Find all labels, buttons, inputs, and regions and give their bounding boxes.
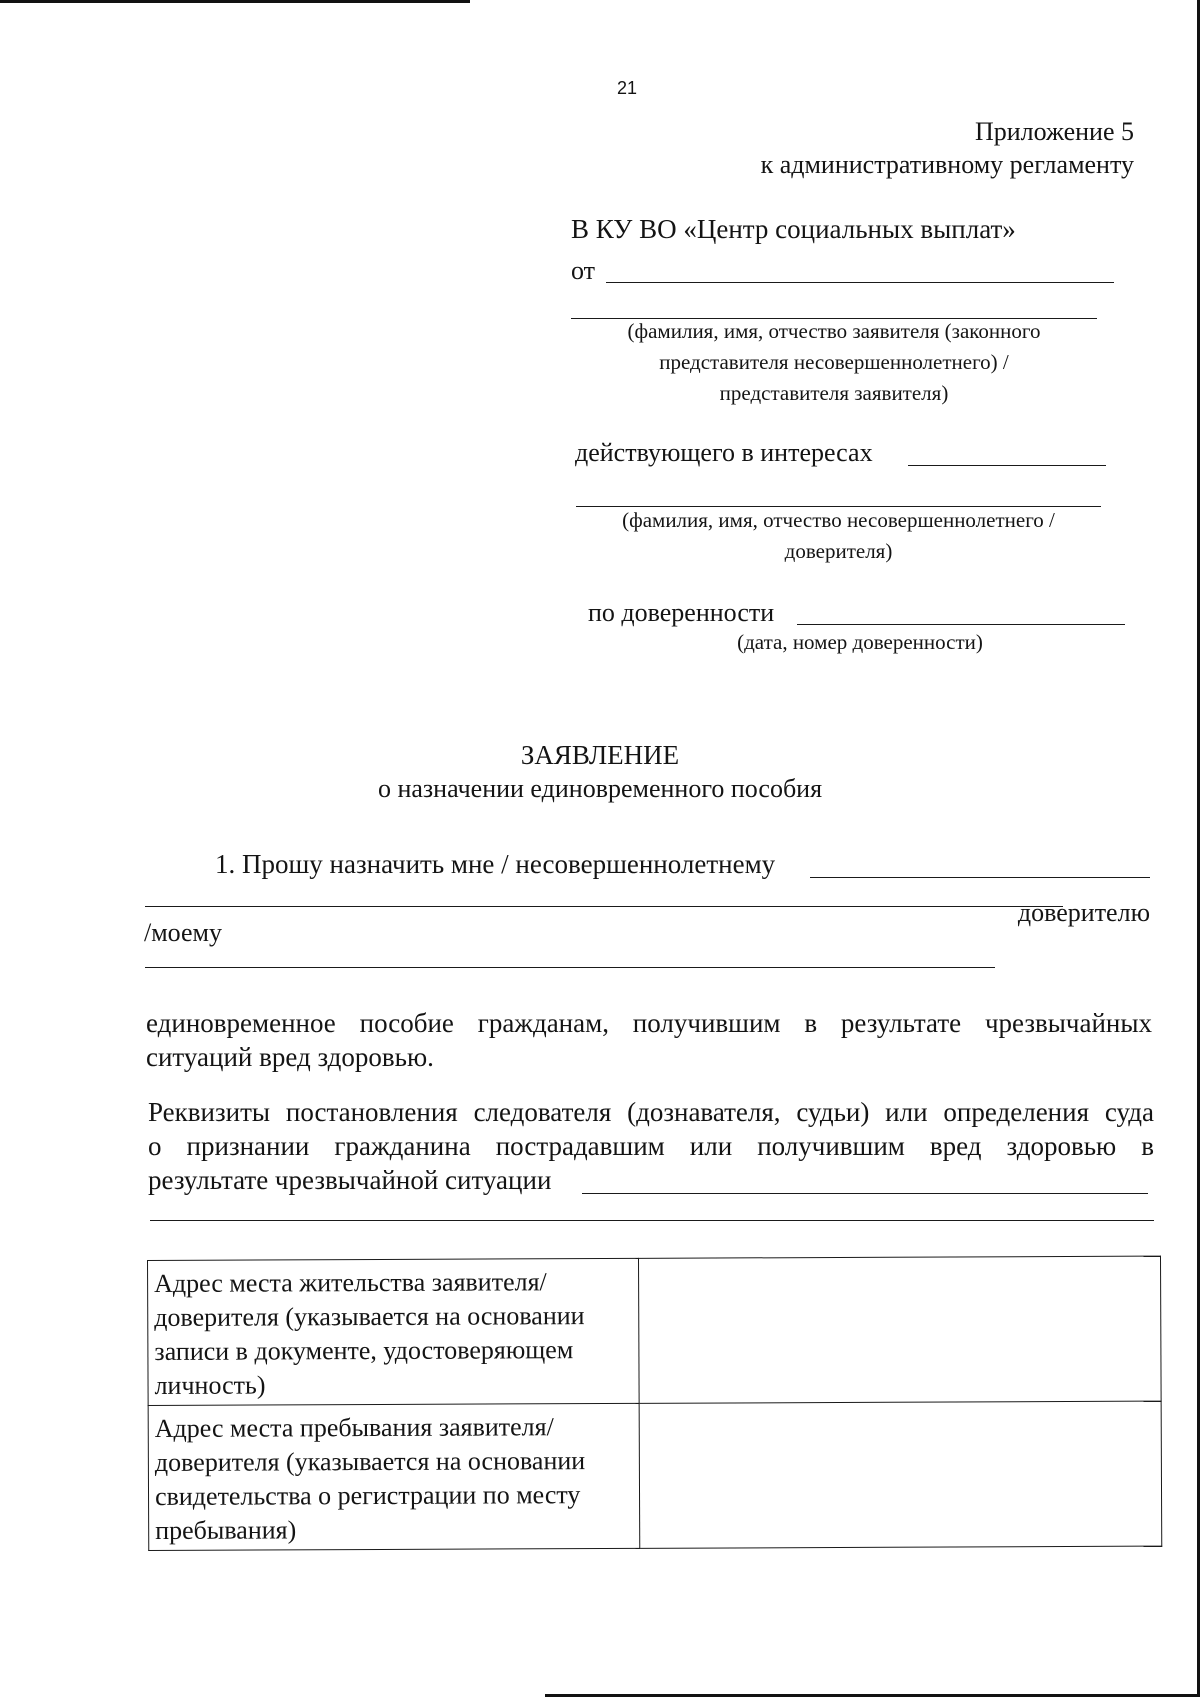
- details-field[interactable]: [582, 1193, 1148, 1194]
- appendix-label: Приложение 5: [974, 117, 1134, 146]
- scan-edge-top: [0, 0, 470, 3]
- proxy-label: по доверенности: [588, 598, 775, 627]
- from-label: от: [571, 256, 596, 285]
- proxy-caption: (дата, номер доверенности): [737, 630, 983, 654]
- beneficiary-field[interactable]: [810, 877, 1150, 878]
- trustee-label: доверителю: [1017, 898, 1150, 927]
- residence-label-line2: доверителя (указывается на основании: [154, 1301, 585, 1332]
- minor-caption: [576, 505, 1101, 567]
- residence-address-label: [148, 1258, 640, 1405]
- residence-label-line1: Адрес места жительства заявителя/: [154, 1267, 547, 1298]
- residence-label-line3: записи в документе, удостоверяющем: [154, 1335, 574, 1366]
- applicant-caption-line2: представителя несовершеннолетнего) /: [659, 350, 1009, 374]
- stay-address-row: [148, 1401, 1162, 1550]
- stay-label-line3: свидетельства о регистрации по месту: [154, 1480, 581, 1511]
- residence-address-value[interactable]: [638, 1256, 1161, 1403]
- residence-label-line4: личность): [154, 1370, 266, 1400]
- proxy-field[interactable]: [797, 624, 1125, 625]
- details-line3: результате чрезвычайной ситуации: [148, 1165, 552, 1195]
- document-subtitle: о назначении единовременного пособия: [377, 774, 823, 803]
- document-title: ЗАЯВЛЕНИЕ: [520, 740, 680, 770]
- recipient-label: В КУ ВО «Центр социальных выплат»: [571, 214, 1016, 244]
- interests-label: действующего в интересах: [575, 438, 873, 467]
- applicant-caption: [571, 316, 1097, 409]
- applicant-caption-line1: (фамилия, имя, отчество заявителя (законного: [627, 319, 1041, 343]
- stay-label-line1: Адрес места пребывания заявителя/: [154, 1412, 554, 1443]
- applicant-name-field[interactable]: [606, 282, 1114, 283]
- benefit-line1: единовременное пособие гражданам, получившим в результате чрезвычайных: [146, 1008, 1152, 1038]
- applicant-caption-line3: представителя заявителя): [719, 381, 949, 405]
- beneficiary-field-line2[interactable]: [145, 906, 1063, 907]
- my-label: /моему: [144, 918, 222, 947]
- page-number: 21: [617, 78, 638, 98]
- benefit-line2: ситуаций вред здоровью.: [146, 1042, 434, 1072]
- regulation-label: к административному регламенту: [760, 150, 1134, 179]
- interests-field[interactable]: [908, 465, 1106, 466]
- residence-address-row: [148, 1256, 1162, 1405]
- address-table: [147, 1256, 1162, 1551]
- beneficiary-field-line3[interactable]: [145, 967, 995, 968]
- details-line2: о признании гражданина пострадавшим или получившим вред здоровью в: [148, 1131, 1154, 1161]
- details-line1: Реквизиты постановления следователя (дознавателя, судьи) или определения суда: [148, 1097, 1154, 1127]
- stay-address-value[interactable]: [639, 1401, 1162, 1548]
- item1-text: 1. Прошу назначить мне / несовершеннолетнему: [215, 849, 776, 879]
- details-field-line2[interactable]: [150, 1220, 1154, 1221]
- minor-caption-line1: (фамилия, имя, отчество несовершеннолетнего /: [622, 508, 1055, 532]
- stay-address-label: [148, 1403, 640, 1550]
- minor-caption-line2: доверителя): [784, 539, 893, 563]
- stay-label-line2: доверителя (указывается на основании: [154, 1446, 586, 1477]
- stay-label-line4: пребывания): [155, 1515, 297, 1545]
